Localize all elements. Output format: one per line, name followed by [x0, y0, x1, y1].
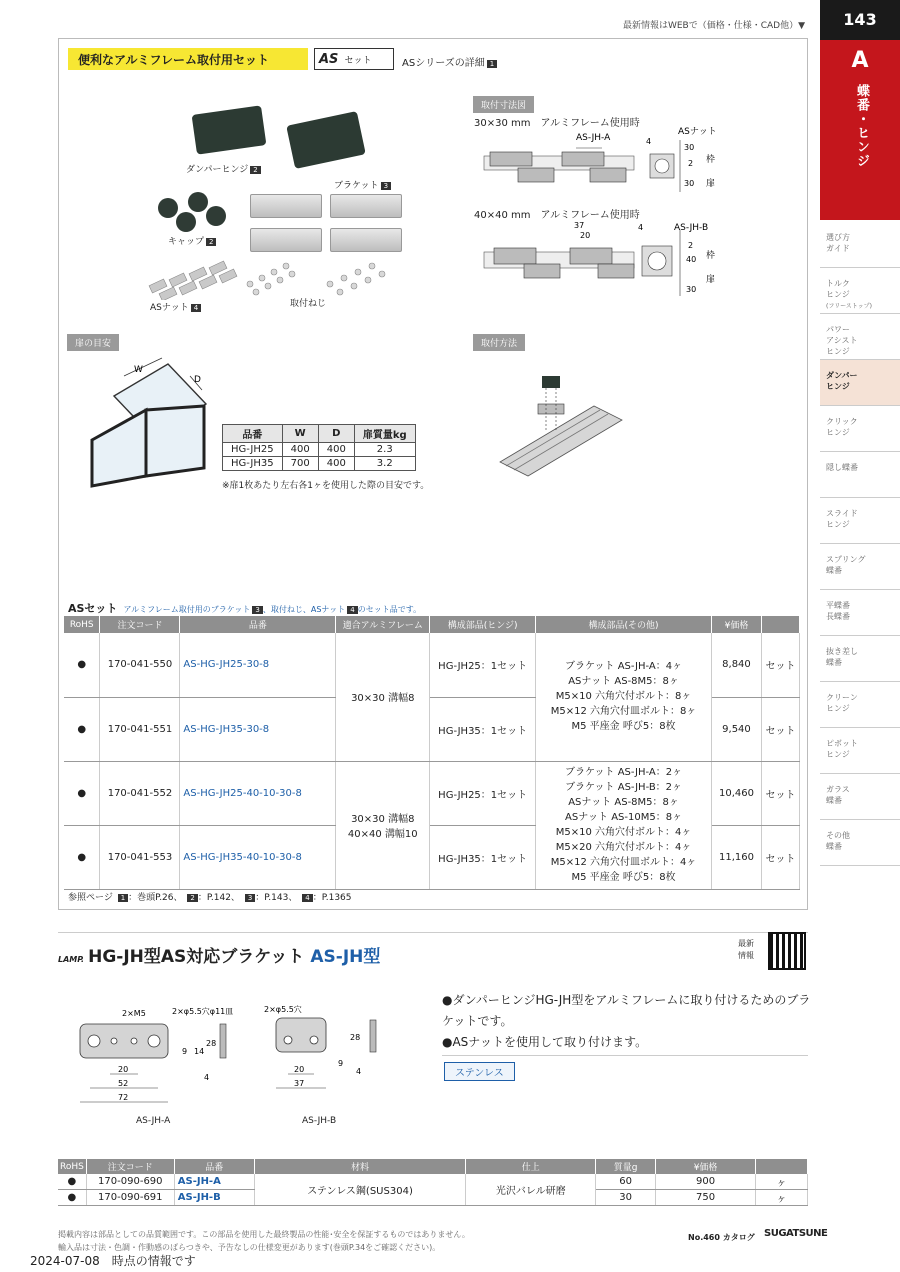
dim-20-a: 20 [118, 1065, 129, 1074]
mount-dims-tag: 取付寸法図 [473, 96, 534, 113]
sidebar-item-label: トルク ヒンジ [826, 279, 850, 299]
bracket-table-header [756, 1159, 808, 1174]
door-table-cell: 3.2 [354, 457, 415, 471]
dim-37: 37 [574, 221, 585, 230]
bracket-image-2 [330, 194, 402, 218]
page-number: 143 [820, 0, 900, 40]
sidebar-item[interactable] [820, 682, 900, 728]
component-line: M5×12 六角穴付皿ボルト：8ヶ [550, 706, 697, 718]
sidebar-item-label: ピボット ヒンジ [826, 739, 858, 759]
part-number-link[interactable]: AS-HG-JH35-30-8 [180, 697, 336, 761]
dim-2-a: 2 [688, 159, 694, 168]
part-number-link[interactable]: AS-HG-JH25-40-10-30-8 [180, 761, 336, 825]
as-series-detail-link[interactable] [402, 54, 497, 69]
mount-method-illustration [494, 366, 624, 482]
set-section-title: 便利なアルミフレーム取付用セット [68, 48, 308, 70]
dim-4-a: 4 [646, 137, 652, 146]
hinge-component: HG-JH25：1セット [430, 633, 536, 697]
bullet-1: ●ダンパーヒンジHG-JH型をアルミフレームに取り付けるためのブラケットです。 [442, 993, 811, 1028]
info-date: 2024-07-08 時点の情報です [30, 1254, 196, 1268]
as-set-header: 構成部品(その他) [536, 616, 712, 633]
bracket-label: ブラケット 3 [334, 178, 391, 191]
unit: セット [761, 825, 799, 889]
bracket-table-header: 品番 [174, 1159, 254, 1174]
web-info-note: 最新情報はWEBで（価格・仕様・CAD他）▼ [622, 21, 805, 31]
dim-40: 40 [686, 255, 697, 264]
bracket-section-title [58, 942, 380, 967]
footer-note-2: 輸入品は寸法・色調・作動感のばらつきや、予告なしの仕様変更があります(巻頭P.34をご確認ください)。 [58, 1243, 441, 1252]
cap-image-4 [206, 206, 226, 226]
door-table-cell: 400 [282, 443, 318, 457]
sugatsune-logo: SUGATSUNE [764, 1228, 828, 1239]
rohs-mark: ● [64, 761, 100, 825]
cap-label: キャップ 2 [168, 234, 216, 247]
part-number-link[interactable]: AS-JH-B [174, 1190, 254, 1206]
door-guide-illustration [84, 356, 214, 492]
as-set-header: 注文コード [100, 616, 180, 633]
dim-30-a: 30 [684, 143, 695, 152]
bracket-table-header: 質量g [596, 1159, 656, 1174]
door-table-header: 品番 [223, 425, 283, 443]
price: 8,840 [711, 633, 761, 697]
rohs-mark: ● [58, 1174, 86, 1190]
sidebar-item-label: スライド ヒンジ [826, 509, 858, 529]
sidebar-item-label: ダンパー ヒンジ [826, 371, 858, 391]
dim-2-b: 2 [688, 241, 694, 250]
as-set-badge [314, 48, 394, 70]
rohs-mark: ● [64, 697, 100, 761]
title-main: HG-JH型AS対応ブラケット [88, 947, 305, 967]
sidebar-item[interactable] [820, 590, 900, 636]
bracket-table-header: RoHS [58, 1159, 86, 1174]
component-line: ブラケット AS-JH-A：2ヶ [565, 767, 683, 778]
door-table-cell: 2.3 [354, 443, 415, 457]
sidebar-item[interactable] [820, 498, 900, 544]
dim-72: 72 [118, 1093, 129, 1102]
component-line: M5×12 六角穴付皿ボルト：4ヶ [550, 857, 697, 868]
door-table-cell: 700 [282, 457, 318, 471]
tobira-label-a: 扉 [706, 179, 716, 189]
components-other-cell [536, 761, 712, 889]
footer-notes [58, 1228, 470, 1254]
as-jh-b-label: AS-JH-B [674, 223, 709, 233]
part-number-link[interactable]: AS-HG-JH25-30-8 [180, 633, 336, 697]
as-jh-a-label: AS-JH-A [576, 133, 611, 143]
sidebar-item-sub: (フリーストップ) [826, 303, 872, 310]
frame-cell [336, 761, 430, 889]
sidebar-item[interactable] [820, 728, 900, 774]
hinge-component: HG-JH35：1セット [430, 697, 536, 761]
frame40-caption: 40×40 mm アルミフレーム使用時 [474, 210, 640, 221]
rohs-mark: ● [64, 825, 100, 889]
component-line: M5 平座金 呼び5：8枚 [571, 721, 676, 733]
waku-label-b: 枠 [706, 251, 716, 261]
dim-4-a: 4 [204, 1073, 210, 1082]
sidebar-item-label: その他 蝶番 [826, 831, 850, 851]
frame-cell: 30×30 溝幅8 [336, 633, 430, 761]
as-set-header: 適合アルミフレーム [336, 616, 430, 633]
dim-2xm5: 2×M5 [122, 1009, 146, 1018]
qr-code-icon[interactable] [768, 932, 806, 970]
mount-method-tag: 取付方法 [473, 334, 525, 351]
component-line: ASナット AS-8M5：8ヶ [568, 676, 679, 688]
latest-info-label: 最新 情報 [738, 939, 754, 960]
material-tag: ステンレス [444, 1062, 515, 1081]
door-table-header: 扉質量kg [354, 425, 415, 443]
sidebar-item[interactable] [820, 774, 900, 820]
category-letter: A [851, 48, 869, 73]
component-line: ASナット AS-10M5：8ヶ [565, 812, 683, 823]
part-number-link[interactable]: AS-HG-JH35-40-10-30-8 [180, 825, 336, 889]
title-model: AS-JH型 [310, 947, 381, 967]
door-guide-note: ※扉1枚あたり左右各1ヶを使用した際の目安です。 [222, 481, 430, 491]
dim-30-c: 30 [686, 285, 697, 294]
mass: 30 [596, 1190, 656, 1206]
sidebar-item[interactable] [820, 544, 900, 590]
unit: セット [761, 697, 799, 761]
door-table-cell: HG-JH25 [223, 443, 283, 457]
as-set-header [761, 616, 799, 633]
as-set-header: 構成部品(ヒンジ) [430, 616, 536, 633]
order-code: 170-041-551 [100, 697, 180, 761]
hinge-component: HG-JH25：1セット [430, 761, 536, 825]
dim-37-b: 37 [294, 1079, 305, 1088]
as-nut-dim-label: ASナット [678, 127, 717, 137]
rohs-mark: ● [64, 633, 100, 697]
bracket-image-3 [250, 228, 322, 252]
dim-hole-a: 2×φ5.5穴φ11皿 [172, 1007, 234, 1016]
bracket-table-header: ¥価格 [656, 1159, 756, 1174]
badge-text: セット [344, 56, 372, 66]
price: 10,460 [711, 761, 761, 825]
door-table-cell: 400 [318, 443, 354, 457]
component-line: M5×10 六角穴付ボルト：4ヶ [555, 827, 692, 838]
sidebar-item-label: パワー アシスト ヒンジ [826, 325, 858, 356]
cap-image-3 [176, 212, 196, 232]
material-cell: ステンレス鋼(SUS304) [254, 1174, 466, 1206]
component-line: M5×10 六角穴付ボルト：8ヶ [555, 691, 692, 703]
dim-20: 20 [580, 231, 591, 240]
dim-14: 14 [194, 1047, 205, 1056]
unit: セット [761, 633, 799, 697]
sidebar-item[interactable] [820, 268, 900, 314]
mass: 60 [596, 1174, 656, 1190]
dim-hole-b: 2×φ5.5穴 [264, 1005, 302, 1014]
component-line: ブラケット AS-JH-A：4ヶ [565, 661, 683, 673]
nuts-and-screws-image [140, 254, 420, 300]
ref-badge: 1 [487, 60, 497, 68]
as-set-title: ASセット [68, 602, 118, 615]
price: 9,540 [711, 697, 761, 761]
sidebar-item[interactable] [820, 820, 900, 866]
frame30-caption: 30×30 mm アルミフレーム使用時 [474, 118, 640, 129]
dim-9-b: 9 [338, 1059, 344, 1068]
door-table-cell: HG-JH35 [223, 457, 283, 471]
order-code: 170-090-691 [86, 1190, 174, 1206]
cap-image-1 [158, 198, 178, 218]
sidebar-item-label: 平蝶番 長蝶番 [826, 601, 850, 621]
drawing-as-jh-a [74, 1002, 254, 1108]
sidebar-item-label: クリック ヒンジ [826, 417, 858, 437]
dim-52: 52 [118, 1079, 129, 1088]
as-set-header: 品番 [180, 616, 336, 633]
bracket-table-header: 仕上 [466, 1159, 596, 1174]
sidebar-item-label: クリーン ヒンジ [826, 693, 858, 713]
dim-4-b: 4 [356, 1067, 362, 1076]
damper-hinge-label: ダンパーヒンジ 2 [186, 162, 261, 175]
door-table-header: D [318, 425, 354, 443]
sidebar-item[interactable] [820, 222, 900, 268]
hinge-component: HG-JH35：1セット [430, 825, 536, 889]
drawing-as-jh-b [264, 1002, 394, 1098]
sidebar-item[interactable] [820, 406, 900, 452]
unit: ヶ [756, 1174, 808, 1190]
dim-w: W [134, 365, 143, 375]
dim-d: D [194, 375, 201, 385]
price: 900 [656, 1174, 756, 1190]
sidebar-item-label: ガラス 蝶番 [826, 785, 850, 805]
door-table-cell: 400 [318, 457, 354, 471]
component-line: M5×20 六角穴付ボルト：4ヶ [555, 842, 692, 853]
catalog-number: No.460 カタログ [688, 1233, 755, 1242]
door-guide-table [222, 424, 416, 471]
component-line: M5 平座金 呼び5：8枚 [571, 872, 676, 883]
as-set-table [64, 616, 800, 890]
frame-line: 40×40 溝幅10 [347, 829, 418, 840]
component-line: ブラケット AS-JH-B：2ヶ [565, 782, 683, 793]
table-row [64, 761, 800, 825]
footer-note-1: 掲載内容は部品としての品質範囲です。この部品を使用した最終製品の性能･安全を保証するものではありません。 [58, 1230, 470, 1239]
bracket-image-4 [330, 228, 402, 252]
mount-drawing-40 [480, 218, 720, 298]
sidebar-nav [820, 222, 900, 866]
unit: セット [761, 761, 799, 825]
components-other-cell [536, 633, 712, 761]
bullet-2: ●ASナットを使用して取り付けます。 [442, 1035, 648, 1049]
component-line: ASナット AS-8M5：8ヶ [568, 797, 679, 808]
unit: ヶ [756, 1190, 808, 1206]
reference-pages: 参照ページ 1 ：巻頭P.26、 2 ：P.142、 3 ：P.143、 4 ：P.1365 [68, 893, 352, 903]
as-nut-label: ASナット 4 [150, 300, 201, 313]
order-code: 170-090-690 [86, 1174, 174, 1190]
dim-30-b: 30 [684, 179, 695, 188]
door-guide-tag: 扉の目安 [67, 334, 119, 351]
section-divider [58, 932, 808, 933]
sidebar-item[interactable] [820, 452, 900, 498]
sidebar-item[interactable] [820, 314, 900, 360]
sidebar-item-label: 選び方 ガイド [826, 233, 850, 253]
price: 750 [656, 1190, 756, 1206]
part-number-link[interactable]: AS-JH-A [174, 1174, 254, 1190]
dim-28-a: 28 [206, 1039, 217, 1048]
as-set-header: RoHS [64, 616, 100, 633]
table-row [58, 1174, 808, 1190]
tobira-label-b: 扉 [706, 275, 716, 285]
lamp-logo: LAMP. [58, 955, 85, 964]
cap-image-2 [188, 192, 208, 212]
sidebar-item-label: スプリング 蝶番 [826, 555, 866, 575]
dim-4-b: 4 [638, 223, 644, 232]
as-set-caption: ASセット アルミフレーム取付用のブラケット 3 、取付ねじ、ASナット 4 のセット品です。 [68, 602, 422, 615]
drawing-b-name: AS-JH-B [302, 1116, 337, 1126]
detail-link-text: ASシリーズの詳細 [402, 58, 485, 69]
dim-9-a: 9 [182, 1047, 188, 1056]
bracket-table [58, 1159, 808, 1206]
rohs-mark: ● [58, 1190, 86, 1206]
bullet-divider [442, 1055, 808, 1056]
order-code: 170-041-553 [100, 825, 180, 889]
bracket-table-header: 材料 [254, 1159, 466, 1174]
sidebar-item-label: 隠し蝶番 [826, 463, 858, 472]
sidebar-item[interactable] [820, 636, 900, 682]
category-tab[interactable] [820, 40, 900, 220]
price: 11,160 [711, 825, 761, 889]
screw-label: 取付ねじ [290, 299, 327, 309]
mount-drawing-30 [480, 126, 720, 198]
order-code: 170-041-552 [100, 761, 180, 825]
waku-label-a: 枠 [706, 155, 716, 165]
bracket-table-header: 注文コード [86, 1159, 174, 1174]
as-set-header: ¥価格 [711, 616, 761, 633]
category-title: 蝶番・ヒンジ [854, 84, 869, 168]
order-code: 170-041-550 [100, 633, 180, 697]
frame-line: 30×30 溝幅8 [351, 814, 415, 825]
drawing-a-name: AS-JH-A [136, 1116, 171, 1126]
sidebar-item[interactable] [820, 360, 900, 406]
bracket-image-1 [250, 194, 322, 218]
as-logo: AS [319, 52, 339, 67]
door-table-header: W [282, 425, 318, 443]
finish-cell: 光沢バレル研磨 [466, 1174, 596, 1206]
sidebar-item-label: 抜き差し 蝶番 [826, 647, 858, 667]
dim-20-b: 20 [294, 1065, 305, 1074]
dim-28-b: 28 [350, 1033, 361, 1042]
table-row [223, 443, 416, 457]
table-row [64, 633, 800, 697]
feature-bullets [442, 990, 812, 1053]
table-row [223, 457, 416, 471]
